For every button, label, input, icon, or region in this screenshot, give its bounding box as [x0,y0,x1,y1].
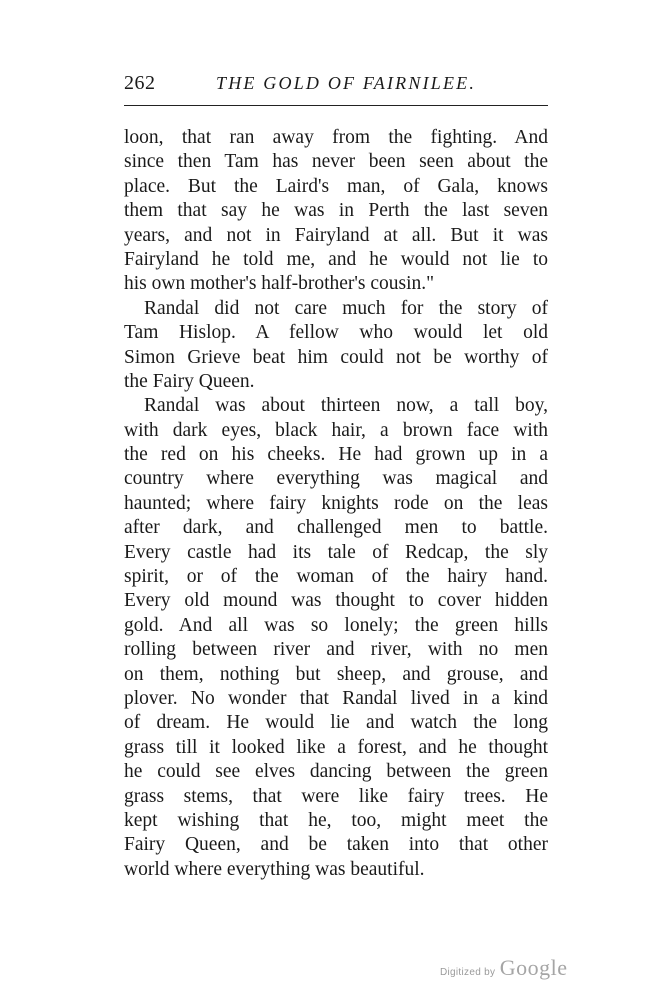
paragraph-start: Randal was about thirteen now, a tall boy, [144,395,548,417]
text-line: haunted; where fairy knights rode on the leas [124,492,548,514]
text-line: kept wishing that he, too, might meet the [124,809,548,831]
text-line: world where everything was beautiful. [124,858,425,880]
text-line: spirit, or of the woman of the hairy hand. [124,566,548,588]
text-line: Fairyland he told me, and he would not lie to [124,248,548,270]
text-line: he could see elves dancing between the green [124,761,548,783]
digitized-watermark [440,955,568,981]
header-rule [124,105,548,106]
running-title: THE GOLD OF FAIRNILEE. [216,73,477,93]
text-line: grass stems, that were like fairy trees. He [124,785,548,807]
text-line: his own mother's half-brother's cousin." [124,273,435,295]
text-line: Tam Hislop. A fellow who would let old [124,322,548,344]
text-line: years, and not in Fairyland at all. But it was [124,224,548,246]
text-line: the red on his cheeks. He had grown up in a [124,444,548,466]
google-logo: Google [499,955,568,980]
text-line: rolling between river and river, with no men [124,639,548,661]
text-line: Every old mound was thought to cover hidden [124,590,548,612]
text-line: gold. And all was so lonely; the green hills [124,614,548,636]
text-line: them that say he was in Perth the last seven [124,200,548,222]
text-line: loon, that ran away from the fighting. And [124,127,548,148]
text-line: Every castle had its tale of Redcap, the sly [124,541,548,563]
text-line: on them, nothing but sheep, and grouse, and [124,663,548,685]
text-line: since then Tam has never been seen about the [124,151,548,173]
body-text [124,126,548,882]
text-line: grass till it looked like a forest, and he thought [124,736,548,758]
text-line: place. But the Laird's man, of Gala, knows [124,175,548,197]
page-number: 262 [124,72,156,94]
paragraph-start: Randal did not care much for the story of [144,297,548,319]
text-line: Fairy Queen, and be taken into that other [124,834,548,856]
page-header [124,72,548,102]
text-line: plover. No wonder that Randal lived in a kind [124,687,548,709]
text-line: with dark eyes, black hair, a brown face with [124,419,548,441]
digitized-by-label: Digitized by [440,967,496,978]
text-line: the Fairy Queen. [124,370,255,392]
text-line: country where everything was magical and [124,468,548,490]
text-line: of dream. He would lie and watch the long [124,712,548,734]
text-line: after dark, and challenged men to battle. [124,517,548,539]
text-line: Simon Grieve beat him could not be worthy of [124,346,548,368]
